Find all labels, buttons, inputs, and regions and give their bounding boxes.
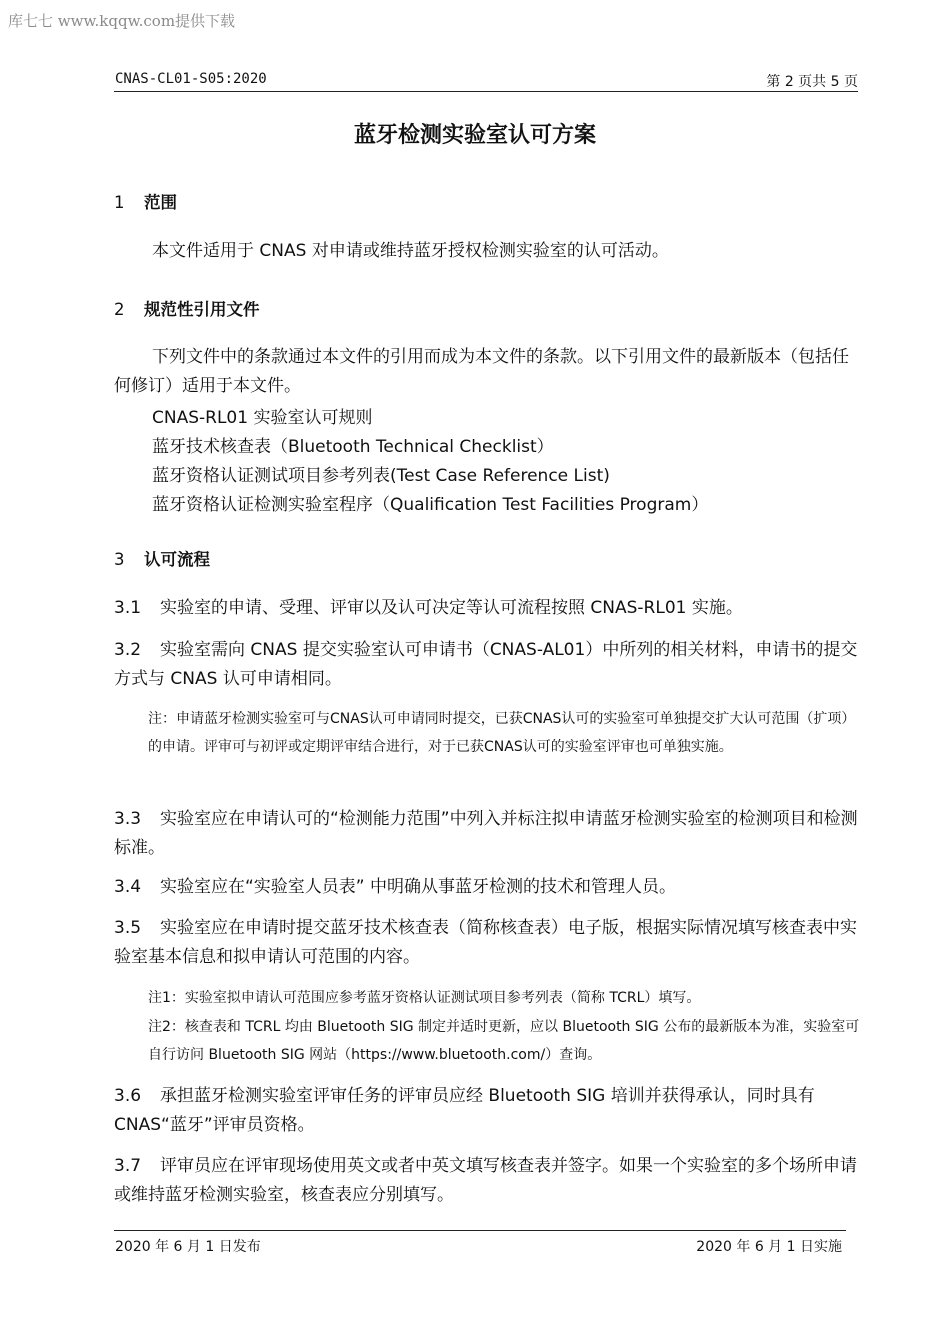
page-number: 第 2 页共 5 页 [766, 74, 858, 90]
clause-3-5 [114, 914, 859, 972]
clause-number: 3.4 [114, 877, 142, 897]
section-2-intro: 下列文件中的条款通过本文件的引用而成为本文件的条款。以下引用文件的最新版本（包括任何修订）适用于本文件。 [114, 347, 849, 396]
section-2-title: 规范性引用文件 [144, 300, 260, 319]
section-1-title: 范围 [144, 193, 177, 212]
clause-3-1 [114, 594, 859, 623]
reference-item: 蓝牙资格认证测试项目参考列表(Test Case Reference List) [152, 466, 610, 486]
note-3-5-1: 注1：实验室拟申请认可范围应参考蓝牙资格认证测试项目参考列表（简称 TCRL）填写。 [148, 990, 701, 1006]
clause-number: 3.7 [114, 1156, 142, 1176]
clause-3-7 [114, 1152, 859, 1210]
clause-number: 3.1 [114, 598, 142, 618]
section-3-heading [114, 546, 210, 570]
reference-item: CNAS-RL01 实验室认可规则 [152, 408, 373, 428]
clause-number: 3.5 [114, 918, 142, 938]
reference-item: 蓝牙资格认证检测实验室程序（Qualification Test Facilities Program） [152, 495, 709, 515]
section-3-title: 认可流程 [144, 550, 210, 569]
clause-text: 实验室需向 CNAS 提交实验室认可申请书（CNAS-AL01）中所列的相关材料，申请书的提交方式与 CNAS 认可申请相同。 [114, 640, 858, 689]
clause-text: 实验室应在申请认可的“检测能力范围”中列入并标注拟申请蓝牙检测实验室的检测项目和检测标准。 [114, 809, 858, 858]
clause-3-3 [114, 805, 859, 863]
clause-number: 3.6 [114, 1086, 142, 1106]
header-rule [114, 91, 858, 92]
reference-item: 蓝牙技术核查表（Bluetooth Technical Checklist） [152, 437, 554, 457]
document-code: CNAS-CL01-S05:2020 [115, 71, 267, 87]
clause-text: 实验室应在“实验室人员表” 中明确从事蓝牙检测的技术和管理人员。 [160, 877, 677, 897]
clause-text: 实验室的申请、受理、评审以及认可决定等认可流程按照 CNAS-RL01 实施。 [160, 598, 743, 618]
section-1-body: 本文件适用于 CNAS 对申请或维持蓝牙授权检测实验室的认可活动。 [152, 241, 669, 261]
section-1-number: 1 [114, 193, 125, 212]
section-3-number: 3 [114, 550, 125, 569]
section-1-heading [114, 189, 177, 213]
clause-text: 承担蓝牙检测实验室评审任务的评审员应经 Bluetooth SIG 培训并获得承认，同时具有 CNAS“蓝牙”评审员资格。 [114, 1086, 815, 1135]
clause-number: 3.2 [114, 640, 142, 660]
clause-3-4 [114, 873, 859, 902]
clause-3-6 [114, 1082, 859, 1140]
footer-rule [114, 1230, 846, 1231]
watermark: 库七七 www.kqqw.com提供下载 [8, 12, 236, 30]
clause-text: 评审员应在评审现场使用英文或者中英文填写核查表并签字。如果一个实验室的多个场所申请或维持蓝牙检测实验室，核查表应分别填写。 [114, 1156, 857, 1205]
note-3-2: 注：申请蓝牙检测实验室可与CNAS认可申请同时提交，已获CNAS认可的实验室可单独提交扩大认可范围（扩项）的申请。评审可与初评或定期评审结合进行，对于已获CNAS认可的实验室评审也可单独实施。 [148, 711, 856, 755]
clause-3-2 [114, 636, 859, 694]
section-2-heading [114, 296, 260, 320]
issue-date: 2020 年 6 月 1 日发布 [115, 1239, 261, 1255]
effective-date: 2020 年 6 月 1 日实施 [696, 1239, 842, 1255]
note-3-5-2: 注2：核查表和 TCRL 均由 Bluetooth SIG 制定并适时更新，应以 Bluetooth SIG 公布的最新版本为准，实验室可自行访问 Bluetooth SIG 网站（https://www.bluetooth.com/）查询。 [148, 1019, 860, 1063]
clause-text: 实验室应在申请时提交蓝牙技术核查表（简称核查表）电子版，根据实际情况填写核查表中实验室基本信息和拟申请认可范围的内容。 [114, 918, 857, 967]
section-2-number: 2 [114, 300, 125, 319]
page-title: 蓝牙检测实验室认可方案 [353, 123, 596, 148]
clause-number: 3.3 [114, 809, 142, 829]
